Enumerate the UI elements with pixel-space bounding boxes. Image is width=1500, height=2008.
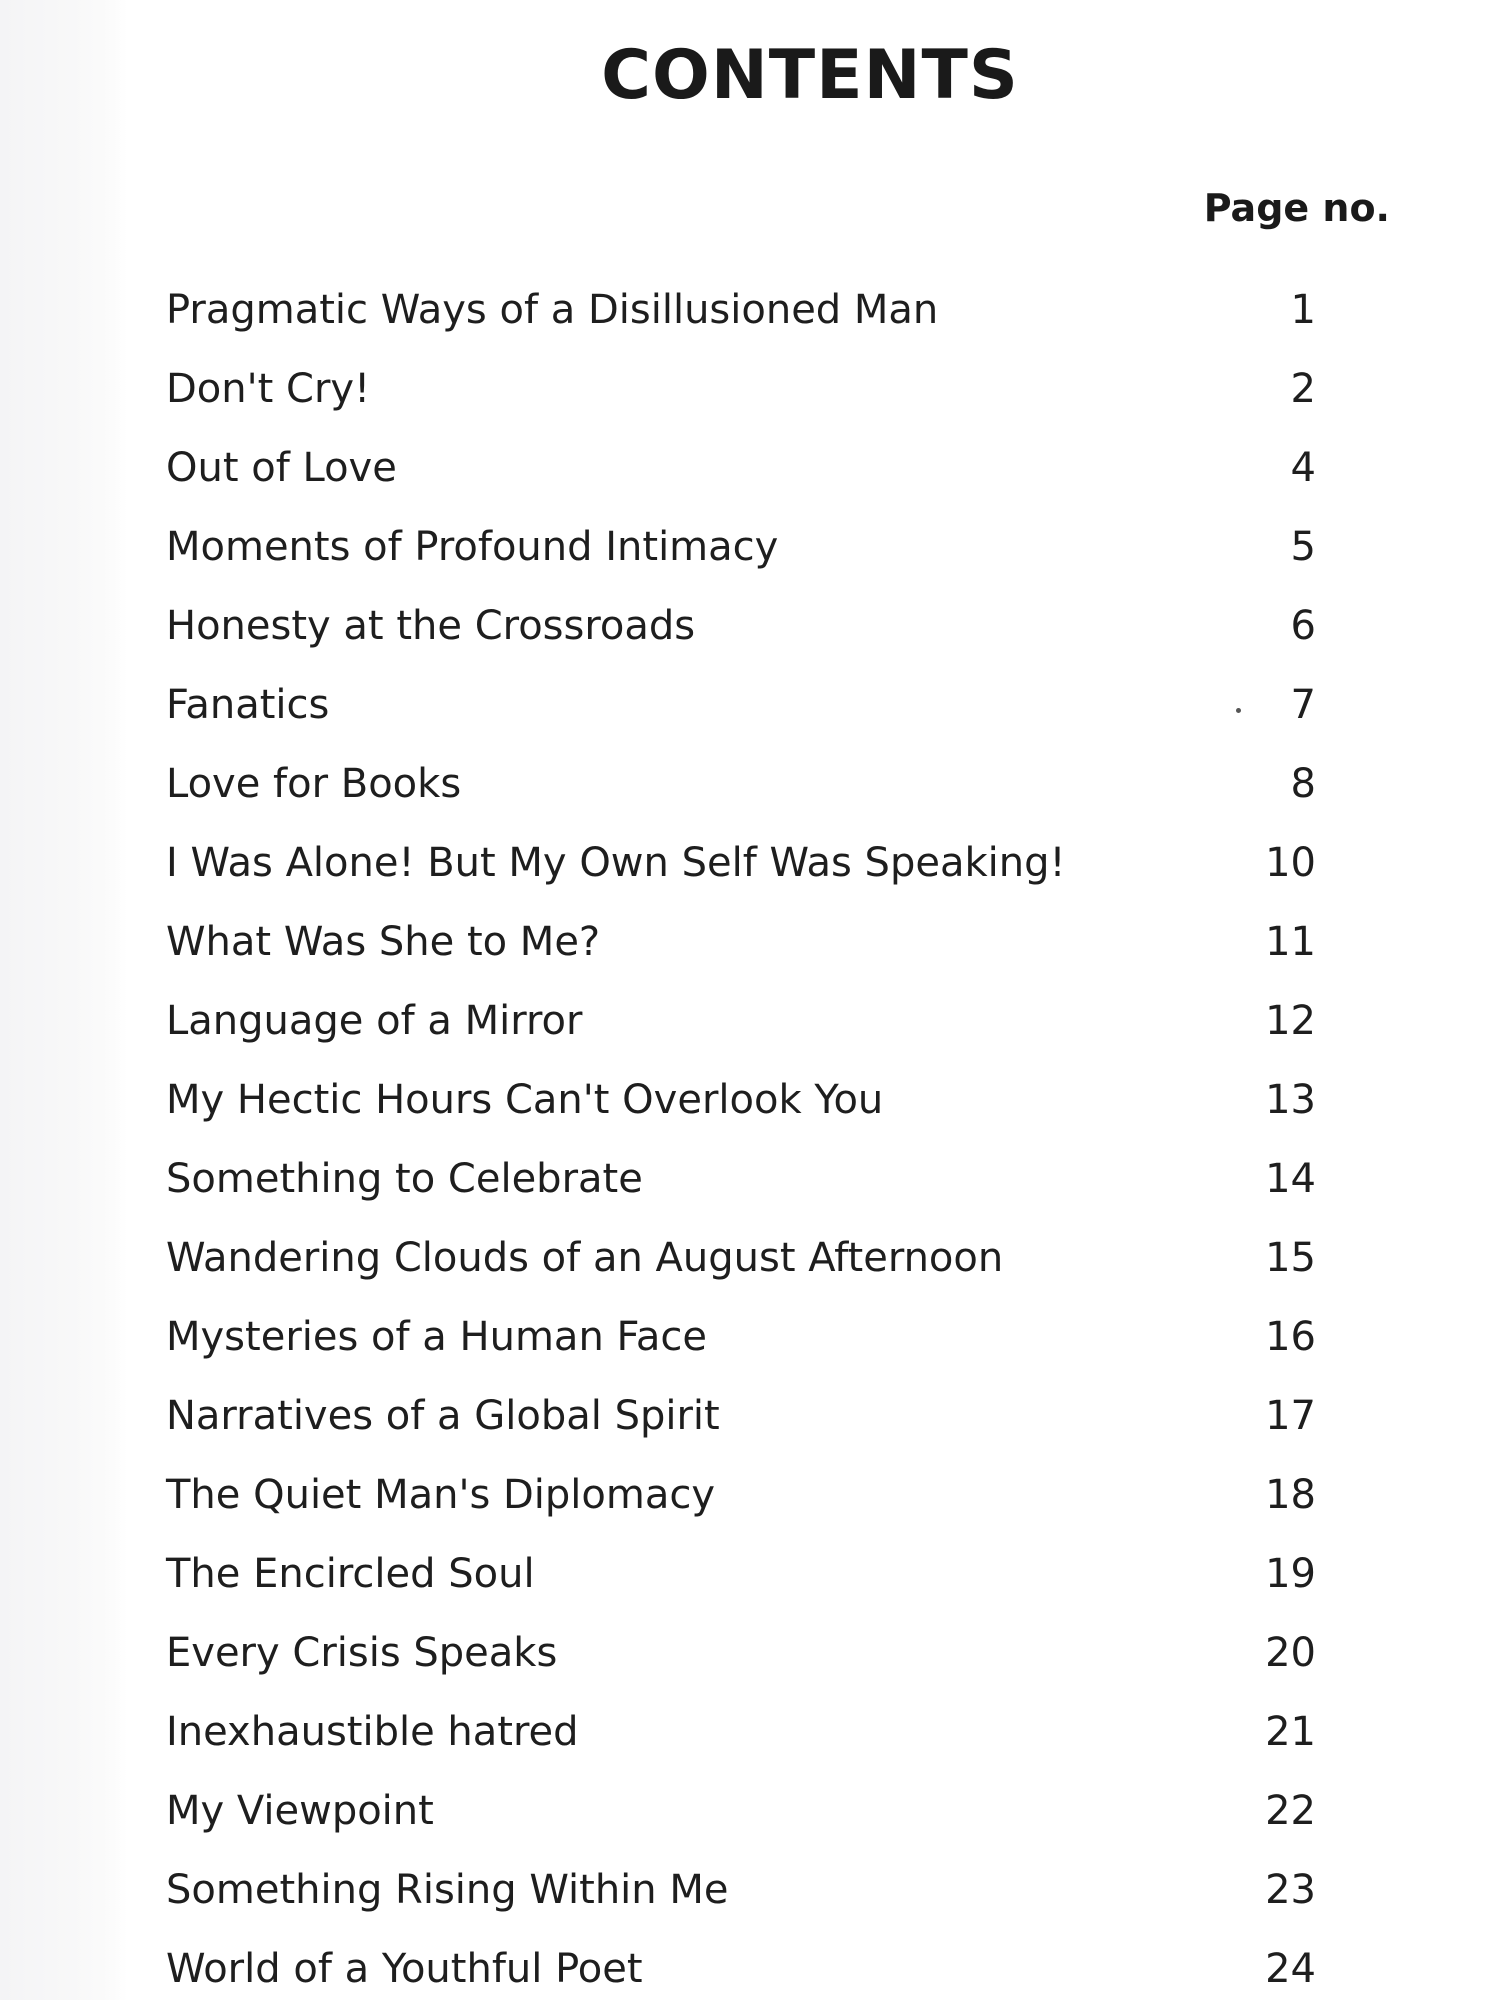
- toc-entry-title: Something Rising Within Me: [166, 1866, 729, 1913]
- toc-entry-title: Out of Love: [166, 444, 397, 491]
- toc-entry: [166, 823, 1326, 902]
- toc-entry: [166, 1218, 1326, 1297]
- toc-entry: [166, 1297, 1326, 1376]
- toc-entry-page: 21: [1265, 1708, 1316, 1755]
- toc-entry-title: Inexhaustible hatred: [166, 1708, 579, 1755]
- toc-entry: [166, 586, 1326, 665]
- toc-entry: [166, 1929, 1326, 2008]
- toc-entry: [166, 1771, 1326, 1850]
- toc-entry-page: 19: [1265, 1550, 1316, 1597]
- toc-entry: [166, 1850, 1326, 1929]
- toc-entry-page: 5: [1290, 523, 1316, 570]
- toc-entry-title: Pragmatic Ways of a Disillusioned Man: [166, 286, 939, 333]
- toc-entry-title: Narratives of a Global Spirit: [166, 1392, 720, 1439]
- toc-entry-page: 7: [1290, 681, 1316, 728]
- toc-entry-page: 13: [1265, 1076, 1316, 1123]
- toc-entry: [166, 1613, 1326, 1692]
- toc-entry: [166, 349, 1326, 428]
- toc-entry-title: Something to Celebrate: [166, 1155, 643, 1202]
- toc-entry: [166, 1455, 1326, 1534]
- toc-entry: [166, 1139, 1326, 1218]
- toc-entry-title: Moments of Profound Intimacy: [166, 523, 779, 570]
- toc-entry-page: 14: [1265, 1155, 1316, 1202]
- toc-entry-title: What Was She to Me?: [166, 918, 601, 965]
- toc-entry-page: 20: [1265, 1629, 1316, 1676]
- toc-entry-title: The Quiet Man's Diplomacy: [166, 1471, 716, 1518]
- toc-entry-title: My Hectic Hours Can't Overlook You: [166, 1076, 884, 1123]
- toc-list: [166, 270, 1326, 2008]
- toc-entry-page: 6: [1290, 602, 1316, 649]
- toc-entry-page: 12: [1265, 997, 1316, 1044]
- toc-entry-page: 22: [1265, 1787, 1316, 1834]
- toc-entry-page: 2: [1290, 365, 1316, 412]
- toc-entry: [166, 428, 1326, 507]
- toc-entry-page: 4: [1290, 444, 1316, 491]
- toc-entry-page: 23: [1265, 1866, 1316, 1913]
- toc-entry: [166, 1376, 1326, 1455]
- toc-entry: [166, 665, 1326, 744]
- page-title: CONTENTS: [601, 36, 1019, 115]
- toc-entry-page: 15: [1265, 1234, 1316, 1281]
- toc-entry: [166, 744, 1326, 823]
- toc-entry-title: Don't Cry!: [166, 365, 371, 412]
- toc-entry-page: 11: [1265, 918, 1316, 965]
- toc-entry: [166, 507, 1326, 586]
- toc-entry-title: My Viewpoint: [166, 1787, 434, 1834]
- toc-entry-title: Language of a Mirror: [166, 997, 583, 1044]
- toc-entry-title: Mysteries of a Human Face: [166, 1313, 707, 1360]
- toc-entry-title: The Encircled Soul: [166, 1550, 535, 1597]
- toc-entry-title: I Was Alone! But My Own Self Was Speaking!: [166, 839, 1066, 886]
- toc-entry: [166, 1692, 1326, 1771]
- toc-entry-title: Love for Books: [166, 760, 462, 807]
- toc-entry: [166, 902, 1326, 981]
- toc-entry-title: Every Crisis Speaks: [166, 1629, 558, 1676]
- toc-entry-title: World of a Youthful Poet: [166, 1945, 643, 1992]
- page-number-column-header: Page no.: [1203, 186, 1390, 230]
- toc-entry-page: 8: [1290, 760, 1316, 807]
- scan-speck: [1236, 708, 1241, 713]
- toc-entry: [166, 1060, 1326, 1139]
- toc-entry-page: 16: [1265, 1313, 1316, 1360]
- toc-entry-title: Wandering Clouds of an August Afternoon: [166, 1234, 1004, 1281]
- toc-entry-page: 10: [1265, 839, 1316, 886]
- page-edge-shadow: [0, 0, 128, 2000]
- toc-entry: [166, 270, 1326, 349]
- toc-entry-title: Honesty at the Crossroads: [166, 602, 696, 649]
- toc-entry-page: 17: [1265, 1392, 1316, 1439]
- toc-entry-page: 18: [1265, 1471, 1316, 1518]
- toc-entry-title: Fanatics: [166, 681, 330, 728]
- toc-entry-page: 1: [1290, 286, 1316, 333]
- toc-entry: [166, 1534, 1326, 1613]
- toc-entry: [166, 981, 1326, 1060]
- toc-entry-page: 24: [1265, 1945, 1316, 1992]
